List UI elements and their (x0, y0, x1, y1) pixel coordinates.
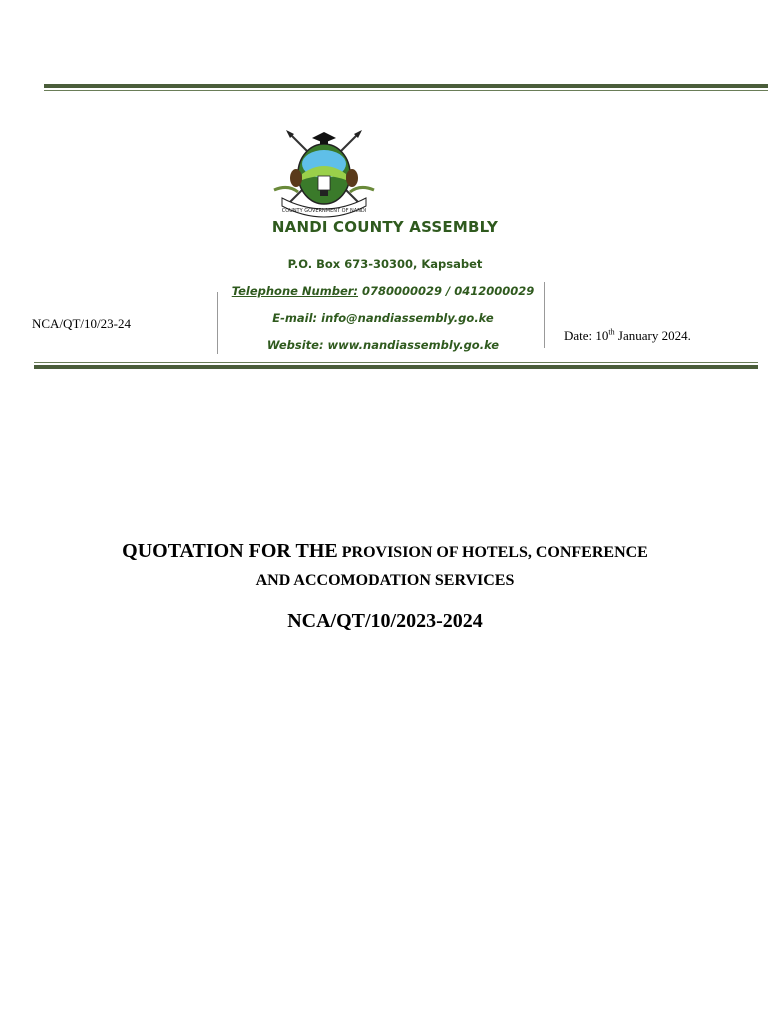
contact-divider-right (544, 282, 545, 348)
document-number: NCA/QT/10/2023-2024 (287, 610, 483, 632)
header-bottom-rule (34, 362, 758, 369)
telephone-numbers: 0780000029 / 0412000029 (358, 284, 535, 298)
document-date (564, 328, 691, 344)
title-large-part: QUOTATION FOR THE (122, 540, 338, 562)
organization-name: NANDI COUNTY ASSEMBLY (271, 218, 499, 236)
date-rest: January 2024. (614, 328, 691, 343)
website-line[interactable]: Website: www.nandiassembly.go.ke (266, 338, 500, 352)
contact-divider-left (217, 292, 218, 354)
telephone-line (222, 284, 544, 298)
county-seal-logo (268, 128, 380, 224)
date-ordinal: th (608, 327, 615, 337)
title-small-part: PROVISION OF HOTELS, CONFERENCE (337, 544, 648, 561)
document-title-line-2: AND ACCOMODATION SERVICES (255, 572, 515, 589)
reference-number: NCA/QT/10/23-24 (32, 316, 131, 331)
document-title-line-1 (0, 540, 770, 563)
email-line[interactable]: E-mail: info@nandiassembly.go.ke (272, 311, 494, 325)
telephone-label: Telephone Number: (231, 284, 359, 298)
date-prefix: Date: 10 (564, 328, 609, 343)
seal-ribbon-text: COUNTY GOVERNMENT OF NANDI (281, 208, 367, 214)
postal-address: P.O. Box 673-30300, Kapsabet (287, 257, 483, 271)
header-top-rule (44, 84, 768, 91)
